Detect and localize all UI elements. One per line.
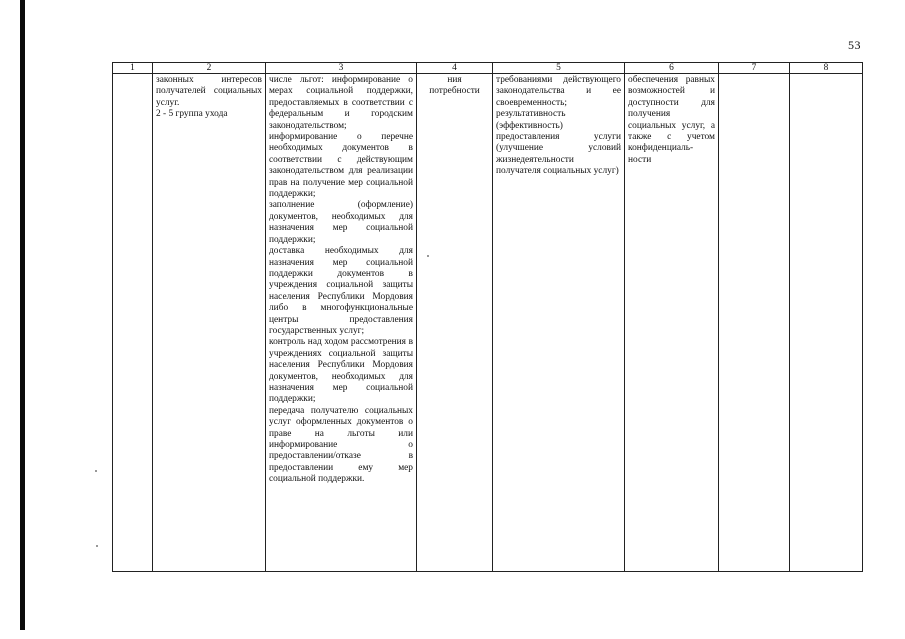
cell-col3 — [266, 74, 417, 572]
scan-edge-bar — [20, 0, 25, 630]
cell-col1 — [113, 74, 153, 572]
column-header-7: 7 — [719, 63, 790, 74]
column-header-3: 3 — [266, 63, 417, 74]
cell-col4-text: ния потребности — [429, 75, 480, 97]
cell-col2 — [153, 74, 266, 572]
cell-col5 — [493, 74, 625, 572]
scan-speck — [96, 545, 98, 547]
cell-col6-text: обеспечения равных возможностей и доступности для получения социальных услуг, а также с учетом конфиденциаль-ности — [628, 75, 715, 165]
cell-col7 — [719, 74, 790, 572]
cell-col2-text: законных интересов получателей социальных услуг. 2 - 5 группа ухода — [156, 75, 262, 120]
cell-col8 — [790, 74, 863, 572]
column-header-8: 8 — [790, 63, 863, 74]
header-row — [113, 63, 863, 74]
column-header-6: 6 — [625, 63, 719, 74]
cell-col6 — [625, 74, 719, 572]
column-header-5: 5 — [493, 63, 625, 74]
services-table — [112, 62, 863, 572]
cell-col4 — [417, 74, 493, 572]
table-row — [113, 74, 863, 572]
cell-col5-text: требованиями действующего законодательства и ее своевременность; результативность (эффективность) предоставления услуги (улучшение условий жизнедеятельности получателя социальных услуг) — [496, 75, 621, 177]
column-header-1: 1 — [113, 63, 153, 74]
cell-col3-text: числе льгот: информирование о мерах социальной поддержки, предоставляемых в соответствии с федеральным и городским законодательством; информирование о перечне необходимых документов в соответствии с действующим законодательством для реализации прав на получение мер социальной поддержки; заполнение (оформление) документов, необходимых для назначения мер социальной поддержки; доставка необходимых для назначения мер социальной поддержки документов в учреждения социальной защиты населения Республики Мордовия либо в многофункциональные центры предоставления государственных услуг; контроль над ходом рассмотрения в учреждениях социальной защиты населения Республики Мордовия документов, необходимых для назначения мер социальной поддержки; передача получателю социальных услуг оформленных документов о праве на льготы или информирование о предоставлении/отказе в предоставлении ему мер социальной поддержки. — [269, 75, 413, 485]
scan-speck — [95, 470, 97, 472]
column-header-4: 4 — [417, 63, 493, 74]
column-header-2: 2 — [153, 63, 266, 74]
page-number: 53 — [848, 38, 861, 52]
